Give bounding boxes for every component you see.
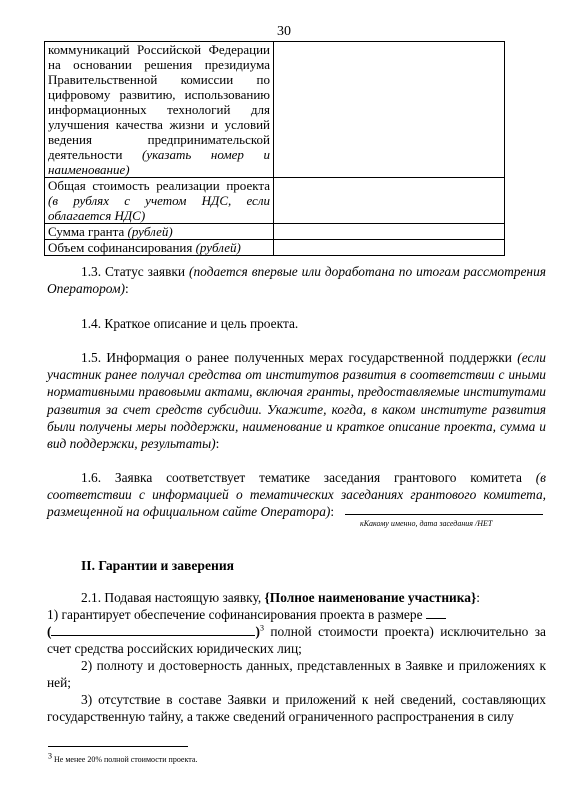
row-label-note: (указать номер и наименование) — [48, 147, 270, 177]
guarantee-item-1: 1) гарантирует обеспечение софинансирования проекта в размере ( )$^3$ полной стоимости проекта) исключительно за счет средства российских юридических лиц; — [47, 607, 546, 657]
s15-tail: : — [215, 436, 220, 452]
footnote — [48, 751, 198, 764]
s21-tail: : — [476, 590, 480, 605]
s16-tail: : — [330, 504, 335, 520]
footnote-mark: 3 — [48, 751, 52, 761]
section-1-5 — [47, 349, 546, 452]
s21-text: 2.1. Подавая настоящую заявку, — [81, 590, 265, 605]
row-label-note: (рублей) — [127, 224, 173, 239]
guarantee-item-2: 2) полноту и достоверность данных, представленных в Заявке и приложениях к ней; — [47, 658, 546, 691]
row-value-field[interactable] — [274, 42, 505, 178]
s13-text: 1.3. Статус заявки — [81, 264, 190, 279]
item1-tail: полной стоимости проекта) исключительно за счет средства российских юридических лиц; — [47, 624, 546, 657]
section-2-title: II. Гарантии и заверения — [81, 558, 235, 573]
row-value-field[interactable] — [274, 224, 505, 240]
footnote-ref: 3 — [259, 623, 264, 633]
meeting-answer-hint: кКакому именно, дата заседания /НЕТ — [360, 519, 493, 528]
row-label-text: коммуникаций Российской Федерации на основании решения президиума Правительственной комиссии по цифровому развитию, использованию информационных технологий для улучшения качества жизни и условий ведения предпринимательской деятельности — [48, 42, 270, 162]
cofinancing-amount-field[interactable] — [426, 618, 446, 619]
application-table — [44, 41, 505, 256]
row-label-note: (рублей) — [195, 240, 241, 255]
row-label — [45, 224, 274, 240]
table-row — [45, 42, 505, 178]
row-label — [45, 240, 274, 256]
row-value-field[interactable] — [274, 240, 505, 256]
item1-paren: ( — [47, 624, 52, 640]
s15-text: 1.5. Информация о ранее полученных мерах государственной поддержки — [81, 350, 518, 365]
row-value-field[interactable] — [274, 178, 505, 224]
guarantee-item-3: 3) отсутствие в составе Заявки и приложений к ней сведений, составляющих государственную тайну, а также сведений ограниченного распространения в силу — [47, 692, 546, 725]
table-row — [45, 240, 505, 256]
row-label-note: (в рублях с учетом НДС, если облагается НДС) — [48, 193, 270, 223]
cofinancing-share-field[interactable] — [51, 635, 255, 636]
footnote-text: Не менее 20% полной стоимости проекта. — [52, 755, 198, 764]
s13-note: (подается впервые или доработана по итогам рассмотрения Оператором) — [47, 264, 546, 297]
section-1-4: 1.4. Краткое описание и цель проекта. — [81, 316, 299, 331]
meeting-answer-field[interactable] — [345, 513, 543, 515]
section-1-3 — [47, 263, 546, 297]
s13-tail: : — [124, 281, 129, 297]
section-2-1 — [47, 589, 546, 606]
row-label-text: Сумма гранта — [48, 224, 128, 239]
participant-name-placeholder: {Полное наименование участника} — [264, 590, 477, 605]
item1-text: 1) гарантирует обеспечение софинансирования проекта в размере — [47, 607, 426, 622]
footnote-divider — [48, 746, 188, 747]
table-row — [45, 224, 505, 240]
s16-note: (в соответствии с информацией о тематических заседаниях грантового комитета, размещенной на официальном сайте Оператора) — [47, 470, 546, 520]
row-label — [45, 42, 274, 178]
row-label — [45, 178, 274, 224]
row-label-text: Общая стоимость реализации проекта — [48, 178, 270, 193]
row-label-text: Объем софинансирования — [48, 240, 196, 255]
page-number: 30 — [277, 24, 291, 39]
table-row — [45, 178, 505, 224]
s16-text: 1.6. Заявка соответствует тематике заседания грантового комитета — [81, 470, 536, 485]
s15-note: (если участник ранее получал средства от институтов развития в соответствии с иными нормативными правовыми актами, включая гранты, предоставляемые институтами развития за счет средств субсидии. Укажите, когда, в каком институте развития были получены меры поддержки, наименование и краткое описание проекта, сумма и вид поддержки, результаты) — [47, 350, 546, 452]
